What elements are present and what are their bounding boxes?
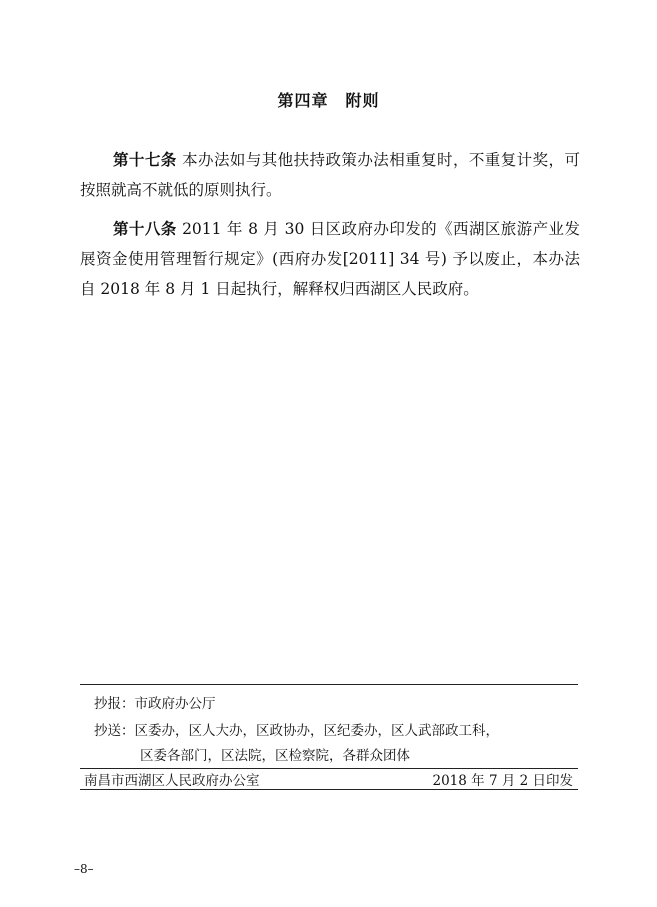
footer-middle-divider [80, 768, 578, 769]
article-18 [80, 214, 580, 304]
copy-to-line-2: 区委各部门，区法院，区检察院，各群众团体 [140, 748, 410, 764]
issuer: 南昌市西湖区人民政府办公室 [84, 773, 260, 789]
issue-date: 2018 年 7 月 2 日印发 [432, 773, 573, 789]
footer-top-divider [80, 684, 578, 685]
footer-bottom-divider [80, 789, 578, 790]
article-17-text: 本办法如与其他扶持政策办法相重复时，不重复计奖，可按照就高不就低的原则执行。 [80, 151, 580, 199]
page-number: –8– [74, 862, 94, 876]
article-17 [80, 145, 580, 205]
article-18-text: 2011 年 8 月 30 日区政府办印发的《西湖区旅游产业发展资金使用管理暂行规定》(西府办发[2011] 34 号) 予以废止，本办法自 2018 年 8 月 1 日起执行，解释权归西湖区人民政府。 [80, 220, 580, 298]
chapter-title: 第四章 附则 [277, 91, 380, 110]
report-to-line: 抄报：市政府办公厅 [94, 696, 216, 712]
article-18-label: 第十八条 [113, 220, 177, 238]
copy-to-line-1: 抄送：区委办，区人大办，区政协办，区纪委办，区人武部政工科， [94, 723, 499, 739]
article-17-label: 第十七条 [113, 151, 177, 169]
